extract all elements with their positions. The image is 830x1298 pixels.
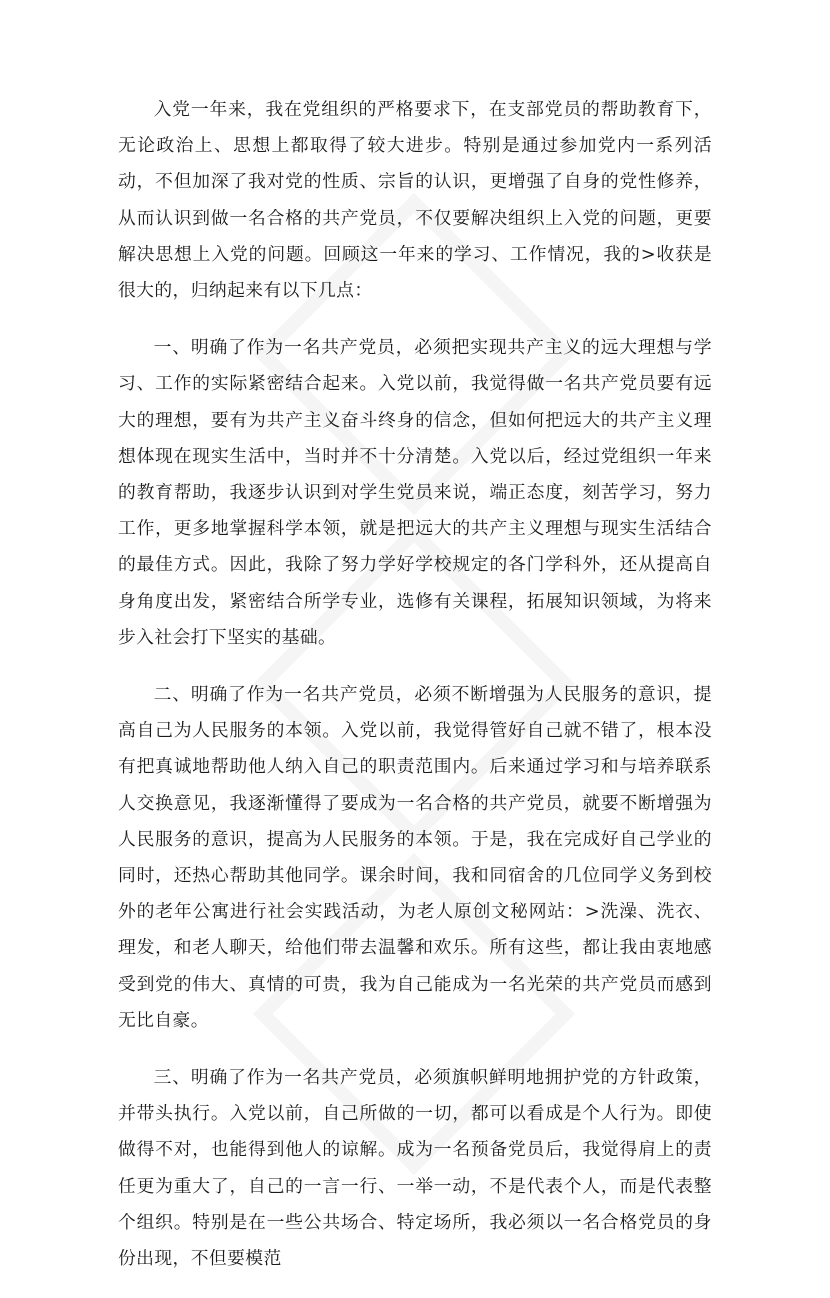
paragraph-point-three: 三、明确了作为一名共产党员，必须旗帜鲜明地拥护党的方针政策，并带头执行。入党以前，自己所做的一切，都可以看成是个人行为。即使做得不对，也能得到他人的谅解。成为一名预备党员后，我觉得肩上的责任更为重大了，自己的一言一行、一举一动，不是代表个人，而是代表整个组织。特别是在一些公共场合、特定场所，我必须以一名合格党员的身份出现，不但要模范 [118,1067,712,1270]
paragraph-intro: 入党一年来，我在党组织的严格要求下，在支部党员的帮助教育下，无论政治上、思想上都取得了较大进步。特别是通过参加党内一系列活动，不但加深了我对党的性质、宗旨的认识，更增强了自身的党性修养，从而认识到做一名合格的共产党员，不仅要解决组织上入党的问题，更要解决思想上入党的问题。回顾这一年来的学习、工作情况，我的>收获是很大的，归纳起来有以下几点： [118,99,712,302]
paragraph-point-two: 二、明确了作为一名共产党员，必须不断增强为人民服务的意识，提高自己为人民服务的本领。入党以前，我觉得管好自己就不错了，根本没有把真诚地帮助他人纳入自己的职责范围内。后来通过学习和与培养联系人交换意见，我逐渐懂得了要成为一名合格的共产党员，就要不断增强为人民服务的意识，提高为人民服务的本领。于是，我在完成好自己学业的同时，还热心帮助其他同学。课余时间，我和同宿舍的几位同学义务到校外的老年公寓进行社会实践活动，为老人原创文秘网站：>洗澡、洗衣、理发，和老人聊天，给他们带去温馨和欢乐。所有这些，都让我由衷地感受到党的伟大、真情的可贵，我为自己能成为一名光荣的共产党员而感到无比自豪。 [118,684,712,1031]
document-page [118,92,712,1298]
paragraph-point-one: 一、明确了作为一名共产党员，必须把实现共产主义的远大理想与学习、工作的实际紧密结合起来。入党以前，我觉得做一名共产党员要有远大的理想，要有为共产主义奋斗终身的信念，但如何把远大的共产主义理想体现在现实生活中，当时并不十分清楚。入党以后，经过党组织一年来的教育帮助，我逐步认识到对学生党员来说，端正态度，刻苦学习，努力工作，更多地掌握科学本领，就是把远大的共产主义理想与现实生活结合的最佳方式。因此，我除了努力学好学校规定的各门学科外，还从提高自身角度出发，紧密结合所学专业，选修有关课程，拓展知识领域，为将来步入社会打下坚实的基础。 [118,337,712,648]
